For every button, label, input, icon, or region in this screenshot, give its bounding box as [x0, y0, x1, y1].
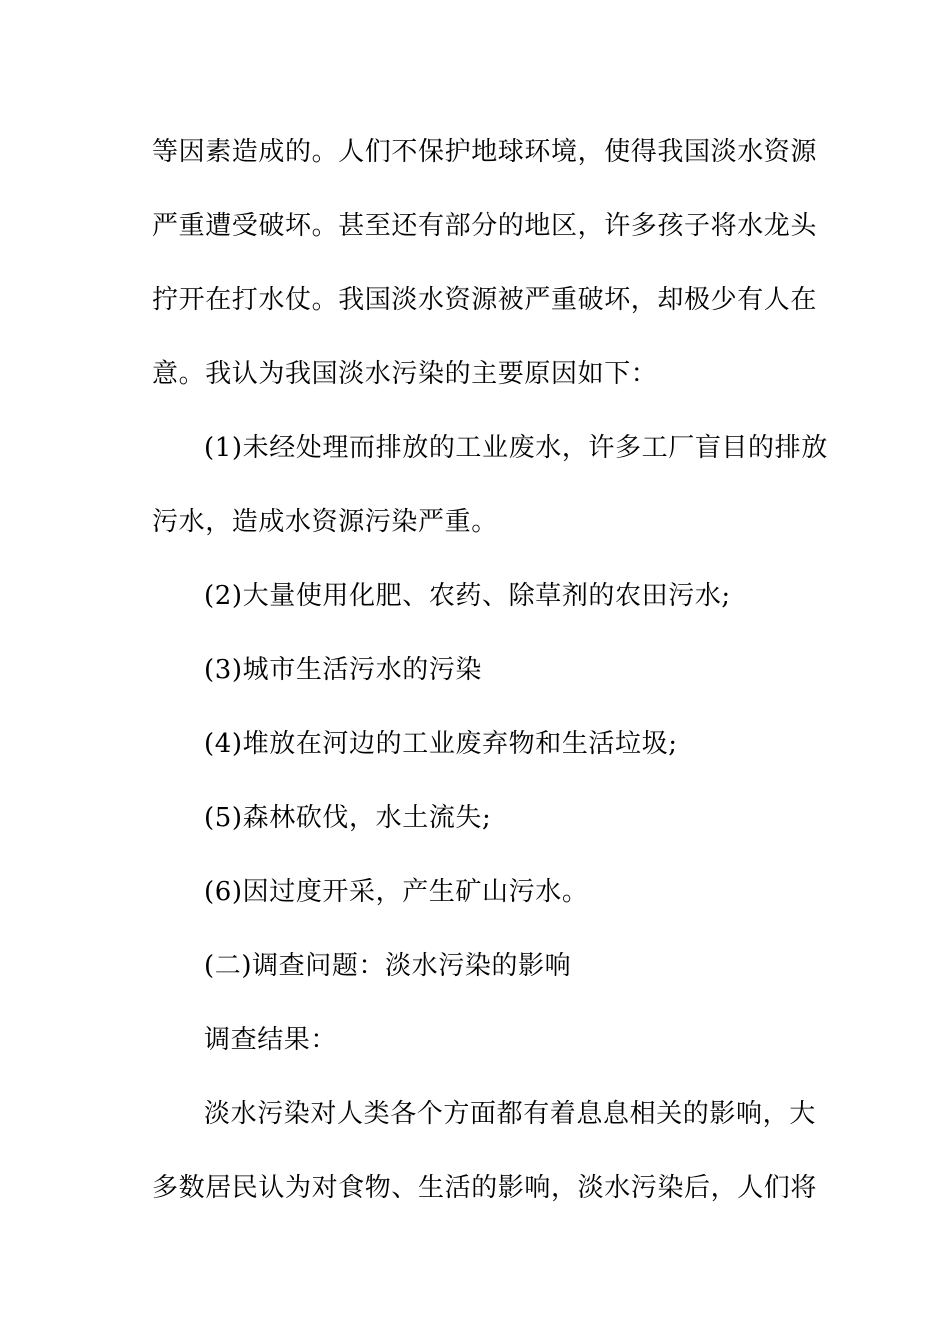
results-paragraph-line-1: 淡水污染对人类各个方面都有着息息相关的影响，大 — [204, 1099, 816, 1129]
cause-item-1: (1)未经处理而排放的工业废水，许多工厂盲目的排放 — [204, 433, 828, 463]
cause-item-2: (2)大量使用化肥、农药、除草剂的农田污水; — [204, 581, 731, 611]
cause-item-3: (3)城市生活污水的污染 — [204, 655, 483, 685]
section-heading: (二)调查问题：淡水污染的影响 — [204, 951, 572, 981]
cause-item-6: (6)因过度开采，产生矿山污水。 — [204, 877, 589, 907]
cause-item-5: (5)森林砍伐，水土流失; — [204, 803, 492, 833]
cause-item-4: (4)堆放在河边的工业废弃物和生活垃圾; — [204, 729, 678, 759]
paragraph-line-2: 严重遭受破坏。甚至还有部分的地区，许多孩子将水龙头 — [152, 211, 818, 241]
paragraph-line-4: 意。我认为我国淡水污染的主要原因如下： — [152, 359, 658, 389]
results-label: 调查结果： — [204, 1025, 338, 1055]
results-paragraph-line-2: 多数居民认为对食物、生活的影响，淡水污染后，人们将 — [152, 1173, 818, 1203]
cause-item-1-continued: 污水，造成水资源污染严重。 — [152, 507, 498, 537]
paragraph-line-1: 等因素造成的。人们不保护地球环境，使得我国淡水资源 — [152, 137, 818, 167]
paragraph-line-3: 拧开在打水仗。我国淡水资源被严重破坏，却极少有人在 — [152, 285, 818, 315]
